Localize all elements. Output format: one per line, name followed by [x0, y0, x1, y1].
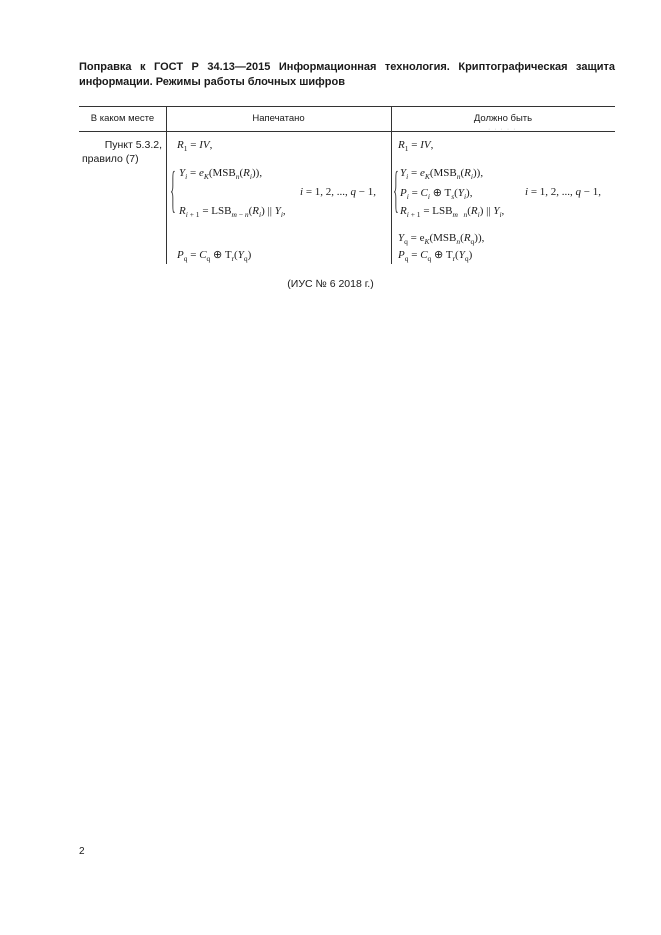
printed-system-brace: {	[170, 160, 176, 219]
corrected-yq-formula: $Y_q = e_K(MSB_n(R_q))$,	[398, 232, 485, 246]
table-top-border	[79, 106, 615, 107]
header-should-be: Должно быть	[473, 113, 533, 124]
header-printed: Напечатано	[252, 113, 305, 124]
printed-index-range: i = 1, 2, ..., q − 1,	[300, 186, 376, 198]
corrected-r1-formula: $R_1$ = IV,	[398, 139, 434, 153]
corrected-system-brace: {	[393, 160, 399, 219]
document-title: Поправка к ГОСТ Р 34.13—2015 Информационная технология. Криптографическая защита информации. Режимы работы блочных шифров	[79, 61, 615, 88]
printed-pq-formula: $P_q = C_q$ ⊕ $T_r(Y_q)$	[177, 249, 252, 263]
printed-yi-formula: $Y_i = e_K(MSB_n(R_i))$,	[179, 167, 263, 181]
location-rule: правило (7)	[82, 153, 139, 165]
printed-ri1-formula: $R_{i + 1} = LSB_{m - n}(R_i)$ || $Y_i$,	[179, 205, 286, 219]
table-header-border	[79, 131, 615, 132]
corrected-index-range: i = 1, 2, ..., q − 1,	[525, 186, 601, 198]
table-col-divider-1	[166, 106, 167, 264]
corrected-pq-formula: $P_q = C_q$ ⊕ $T_r(Y_q)$	[398, 249, 473, 263]
printed-r1-formula: $R_1$ = IV,	[177, 139, 213, 153]
table-col-divider-2	[391, 106, 392, 264]
source-reference: (ИУС № 6 2018 г.)	[287, 278, 374, 290]
header-location: В каком месте	[90, 113, 155, 124]
page-number: 2	[79, 846, 85, 857]
corrected-yi-formula: $Y_i = e_K(MSB_n(R_i))$,	[400, 167, 484, 181]
location-clause: Пункт 5.3.2,	[104, 139, 162, 151]
printed-r1-text	[0, 0, 1, 1]
faded-mark: · · · · ·	[488, 126, 517, 133]
corrected-ri1-formula: $R_{i + 1} = LSB_{m n}(R_i)$ || $Y_i$,	[400, 205, 505, 219]
corrected-pi-formula: $P_i = C_i$ ⊕ $T_s(Y_i)$,	[400, 187, 473, 201]
